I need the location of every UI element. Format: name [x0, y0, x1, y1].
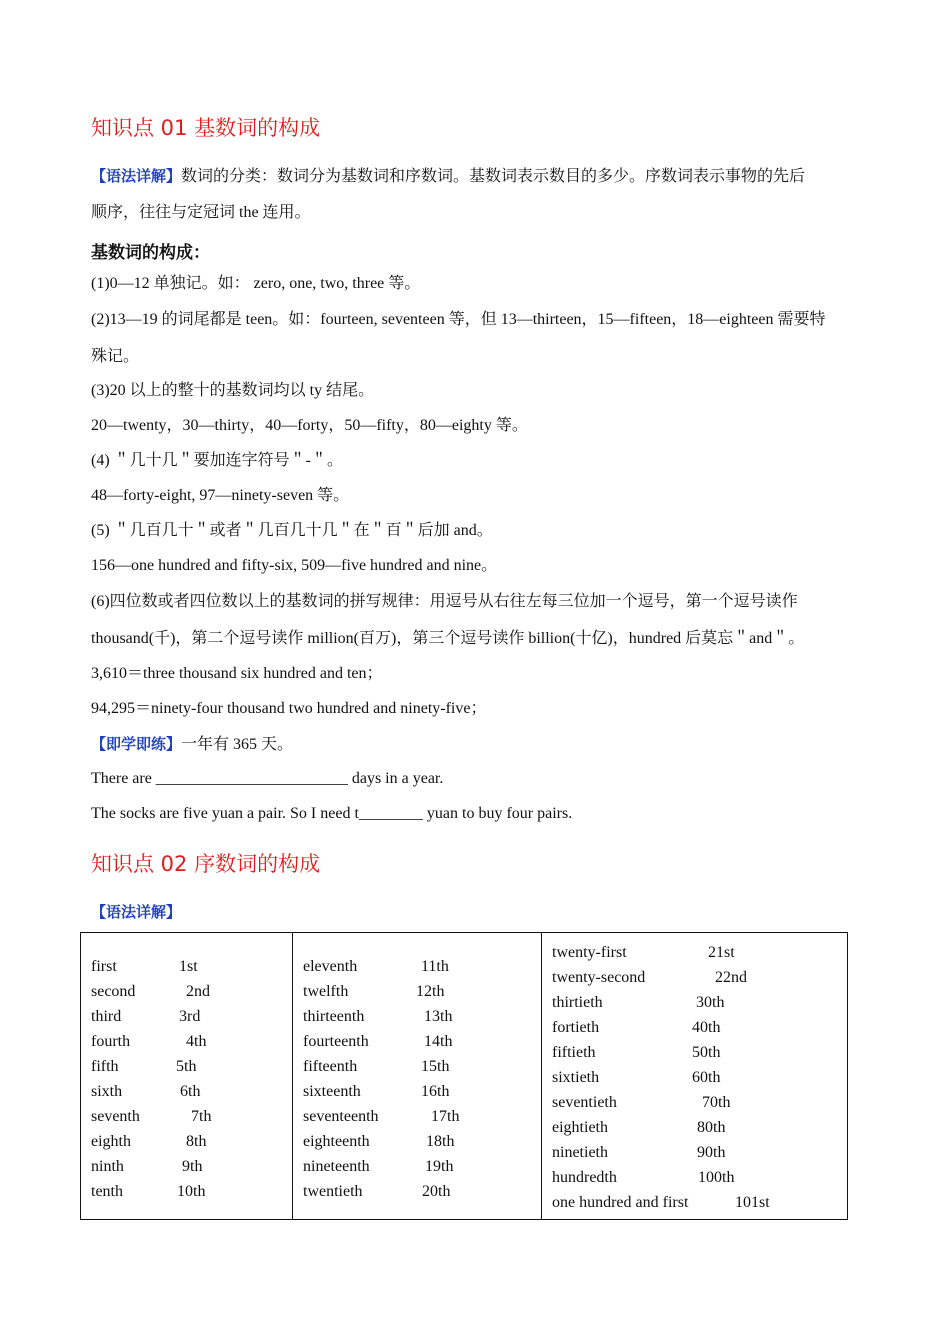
ordinal-row	[81, 1029, 292, 1054]
ordinal-word: sixth	[91, 1083, 123, 1100]
ordinal-word: twentieth	[303, 1183, 363, 1200]
ordinal-list-1	[81, 933, 292, 1204]
grammar-tag: 【语法详解】	[91, 903, 182, 921]
ordinal-word: eleventh	[303, 958, 358, 975]
rule-6-example2: 94,295＝ninety-four thousand two hundred and ninety-five；	[91, 700, 487, 717]
ordinal-word: twenty-second	[552, 969, 646, 986]
ordinal-abbreviation: 1st	[179, 958, 198, 975]
ordinal-abbreviation: 2nd	[186, 983, 210, 1000]
ordinal-abbreviation: 100th	[698, 1169, 735, 1186]
ordinal-word: seventeenth	[303, 1108, 379, 1125]
practice-line	[91, 734, 293, 755]
ordinal-abbreviation: 6th	[180, 1083, 201, 1100]
ordinal-word: ninetieth	[552, 1144, 608, 1161]
ordinal-abbreviation: 50th	[692, 1044, 721, 1061]
ordinal-word: eighteenth	[303, 1133, 370, 1150]
ordinal-row	[542, 1190, 847, 1215]
section1-intro-line1	[91, 166, 805, 187]
ordinal-row	[293, 979, 541, 1004]
rule-5: (5) ＂几百几十＂或者＂几百几十几＂在＂百＂后加 and。	[91, 522, 493, 539]
ordinal-word: fifth	[91, 1058, 119, 1075]
ordinal-abbreviation: 60th	[692, 1069, 721, 1086]
intro-text: 数词的分类：数词分为基数词和序数词。基数词表示数目的多少。序数词表示事物的先后	[181, 168, 806, 185]
ordinal-word: second	[91, 983, 136, 1000]
ordinal-column-2	[293, 933, 542, 1220]
exercise-1: There are ________________________ days in a year.	[91, 770, 444, 787]
ordinal-row	[293, 954, 541, 979]
ordinal-row	[293, 1104, 541, 1129]
ordinal-word: tenth	[91, 1183, 123, 1200]
ordinal-row	[81, 1104, 292, 1129]
ordinal-row	[81, 954, 292, 979]
ordinal-abbreviation: 21st	[708, 944, 735, 961]
ordinal-abbreviation: 19th	[425, 1158, 454, 1175]
ordinal-abbreviation: 30th	[696, 994, 725, 1011]
ordinal-row	[81, 1179, 292, 1204]
section1-intro-line2: 顺序，往往与定冠词 the 连用。	[91, 204, 311, 221]
ordinal-abbreviation: 15th	[421, 1058, 450, 1075]
rule-3-example: 20—twenty，30—thirty，40—forty，50—fifty，80—eighty 等。	[91, 417, 528, 434]
exercise-2: The socks are five yuan a pair. So I need t________ yuan to buy four pairs.	[91, 805, 573, 822]
ordinal-row	[542, 1165, 847, 1190]
ordinal-word: ninth	[91, 1158, 124, 1175]
ordinal-abbreviation: 11th	[421, 958, 449, 975]
section1-heading: 知识点 01 基数词的构成	[91, 116, 321, 140]
ordinal-row	[293, 1029, 541, 1054]
ordinal-abbreviation: 80th	[697, 1119, 726, 1136]
ordinal-abbreviation: 14th	[424, 1033, 453, 1050]
rule-5-example: 156—one hundred and fifty-six, 509—five hundred and nine。	[91, 557, 498, 574]
ordinal-abbreviation: 17th	[431, 1108, 460, 1125]
ordinal-row	[542, 1115, 847, 1140]
ordinal-abbreviation: 90th	[697, 1144, 726, 1161]
ordinal-list-2	[293, 933, 541, 1204]
ordinal-row	[81, 1129, 292, 1154]
ordinal-word: eightieth	[552, 1119, 608, 1136]
ordinal-abbreviation: 20th	[422, 1183, 451, 1200]
practice-text: 一年有 365 天。	[181, 736, 294, 753]
ordinal-word: seventieth	[552, 1094, 617, 1111]
rule-6-line1: (6)四位数或者四位数以上的基数词的拼写规律：用逗号从右往左每三位加一个逗号，第一个逗号读作	[91, 593, 798, 610]
ordinal-word: third	[91, 1008, 122, 1025]
ordinal-table	[80, 932, 848, 1220]
ordinal-word: seventh	[91, 1108, 140, 1125]
ordinal-row	[542, 990, 847, 1015]
ordinal-abbreviation: 10th	[177, 1183, 206, 1200]
ordinal-row	[542, 1015, 847, 1040]
ordinal-row	[81, 979, 292, 1004]
rule-3: (3)20 以上的整十的基数词均以 ty 结尾。	[91, 382, 375, 399]
ordinal-row	[81, 1079, 292, 1104]
ordinal-column-1	[81, 933, 293, 1220]
subheading: 基数词的构成：	[91, 243, 210, 263]
ordinal-abbreviation: 7th	[191, 1108, 212, 1125]
ordinal-abbreviation: 40th	[692, 1019, 721, 1036]
ordinal-abbreviation: 22nd	[715, 969, 747, 986]
practice-tag: 【即学即练】	[91, 735, 182, 753]
ordinal-row	[542, 1140, 847, 1165]
ordinal-row	[542, 1040, 847, 1065]
section2-grammar-line	[91, 902, 181, 923]
ordinal-row	[542, 940, 847, 965]
ordinal-abbreviation: 9th	[182, 1158, 203, 1175]
ordinal-row	[293, 1179, 541, 1204]
ordinal-row	[81, 1154, 292, 1179]
ordinal-abbreviation: 3rd	[179, 1008, 201, 1025]
ordinal-word: eighth	[91, 1133, 131, 1150]
ordinal-row	[293, 1154, 541, 1179]
rule-6-example1: 3,610＝three thousand six hundred and ten；	[91, 665, 383, 682]
ordinal-word: twenty-first	[552, 944, 627, 961]
ordinal-row	[293, 1054, 541, 1079]
ordinal-abbreviation: 70th	[702, 1094, 731, 1111]
ordinal-word: one hundred and first	[552, 1194, 689, 1211]
rule-4-example: 48—forty-eight, 97—ninety-seven 等。	[91, 487, 350, 504]
ordinal-row	[542, 1090, 847, 1115]
ordinal-abbreviation: 4th	[186, 1033, 207, 1050]
rule-2-line1: (2)13—19 的词尾都是 teen。如：fourteen, seventeen 等，但 13—thirteen，15—fifteen，18—eighteen 需要特	[91, 311, 826, 328]
ordinal-abbreviation: 18th	[426, 1133, 455, 1150]
ordinal-row	[81, 1054, 292, 1079]
ordinal-row	[293, 1079, 541, 1104]
ordinal-word: thirtieth	[552, 994, 603, 1011]
ordinal-word: fourteenth	[303, 1033, 369, 1050]
ordinal-abbreviation: 101st	[735, 1194, 770, 1211]
ordinal-word: thirteenth	[303, 1008, 365, 1025]
rule-4: (4) ＂几十几＂要加连字符号＂-＂。	[91, 452, 343, 469]
ordinal-row	[293, 1004, 541, 1029]
ordinal-word: twelfth	[303, 983, 349, 1000]
ordinal-word: sixtieth	[552, 1069, 600, 1086]
ordinal-row	[542, 1065, 847, 1090]
ordinal-abbreviation: 12th	[416, 983, 445, 1000]
ordinal-word: fiftieth	[552, 1044, 596, 1061]
ordinal-word: sixteenth	[303, 1083, 361, 1100]
ordinal-word: hundredth	[552, 1169, 617, 1186]
ordinal-abbreviation: 5th	[176, 1058, 197, 1075]
ordinal-row	[81, 1004, 292, 1029]
rule-2-line2: 殊记。	[91, 348, 140, 365]
ordinal-row	[293, 1129, 541, 1154]
rule-1: (1)0—12 单独记。如： zero, one, two, three 等。	[91, 275, 421, 292]
ordinal-abbreviation: 8th	[186, 1133, 207, 1150]
grammar-tag: 【语法详解】	[91, 167, 182, 185]
ordinal-abbreviation: 16th	[421, 1083, 450, 1100]
ordinal-column-3	[542, 933, 848, 1220]
ordinal-word: first	[91, 958, 117, 975]
ordinal-row	[542, 965, 847, 990]
ordinal-word: fifteenth	[303, 1058, 358, 1075]
ordinal-list-3	[542, 933, 847, 1215]
ordinal-word: fourth	[91, 1033, 131, 1050]
ordinal-word: nineteenth	[303, 1158, 370, 1175]
section2-heading: 知识点 02 序数词的构成	[91, 852, 321, 876]
rule-6-line2: thousand(千)，第二个逗号读作 million(百万)，第三个逗号读作 billion(十亿)，hundred 后莫忘＂and＂。	[91, 630, 805, 647]
ordinal-word: fortieth	[552, 1019, 600, 1036]
ordinal-abbreviation: 13th	[424, 1008, 453, 1025]
